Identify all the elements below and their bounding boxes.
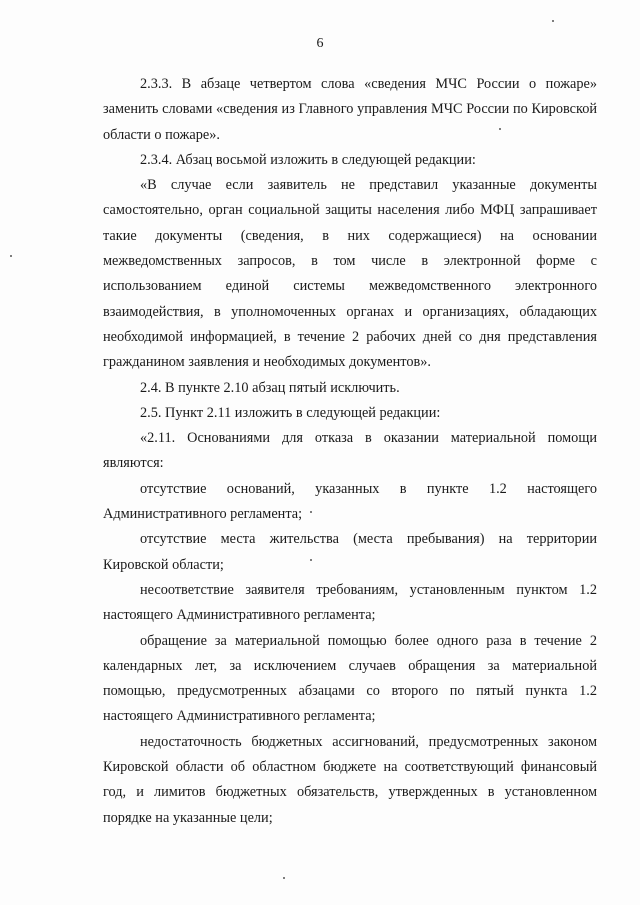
scan-speck xyxy=(283,877,285,879)
refusal-ground-4: обращение за материальной помощью более одного раза в течение 2 календарных лет, за исключением случаев обращения за материальной помощью, предусмотренных абзацами со второго по пятый пункта 1.2 настоящего Административного регламента; xyxy=(103,632,597,725)
scan-speck xyxy=(10,255,12,257)
refusal-ground-5: недостаточность бюджетных ассигнований, предусмотренных законом Кировской области об областном бюджете на соответствующий финансовый год, и лимитов бюджетных обязательств, утвержденных в установленном порядке на указанные цели; xyxy=(103,733,597,826)
paragraph-2-3-4: 2.3.4. Абзац восьмой изложить в следующей редакции: xyxy=(140,151,476,168)
paragraph-2-5: 2.5. Пункт 2.11 изложить в следующей редакции: xyxy=(140,404,441,421)
scan-speck xyxy=(310,511,312,513)
paragraph-quoted-request: «В случае если заявитель не представил указанные документы самостоятельно, орган социальной защиты населения либо МФЦ запрашивает такие документы (сведения, в них содержащиеся) на основании межведомственных запросов, в том числе в электронной форме с использованием единой системы межведомственного электронного взаимодействия, в уполномоченных органах и организациях, обладающих необходимой информацией, в течение 2 рабочих дней со дня представления гражданином заявления и необходимых документов». xyxy=(103,177,597,371)
paragraph-2-3-3: 2.3.3. В абзаце четвертом слова «сведения МЧС России о пожаре» заменить словами «сведения из Главного управления МЧС России по Кировской области о пожаре». xyxy=(103,76,597,143)
refusal-ground-3: несоответствие заявителя требованиям, установленным пунктом 1.2 настоящего Административного регламента; xyxy=(103,581,597,624)
paragraph-2-4: 2.4. В пункте 2.10 абзац пятый исключить. xyxy=(140,379,400,396)
scan-speck xyxy=(310,559,312,561)
document-body xyxy=(103,72,597,831)
paragraph-2-11-intro: «2.11. Основаниями для отказа в оказании материальной помощи являются: xyxy=(103,430,597,472)
scan-speck xyxy=(499,128,501,130)
refusal-ground-1: отсутствие оснований, указанных в пункте 1.2 настоящего Административного регламента; xyxy=(103,480,597,523)
page-number: 6 xyxy=(316,36,324,51)
refusal-ground-2: отсутствие места жительства (места пребывания) на территории Кировской области; xyxy=(103,531,597,573)
scan-speck xyxy=(552,20,554,22)
